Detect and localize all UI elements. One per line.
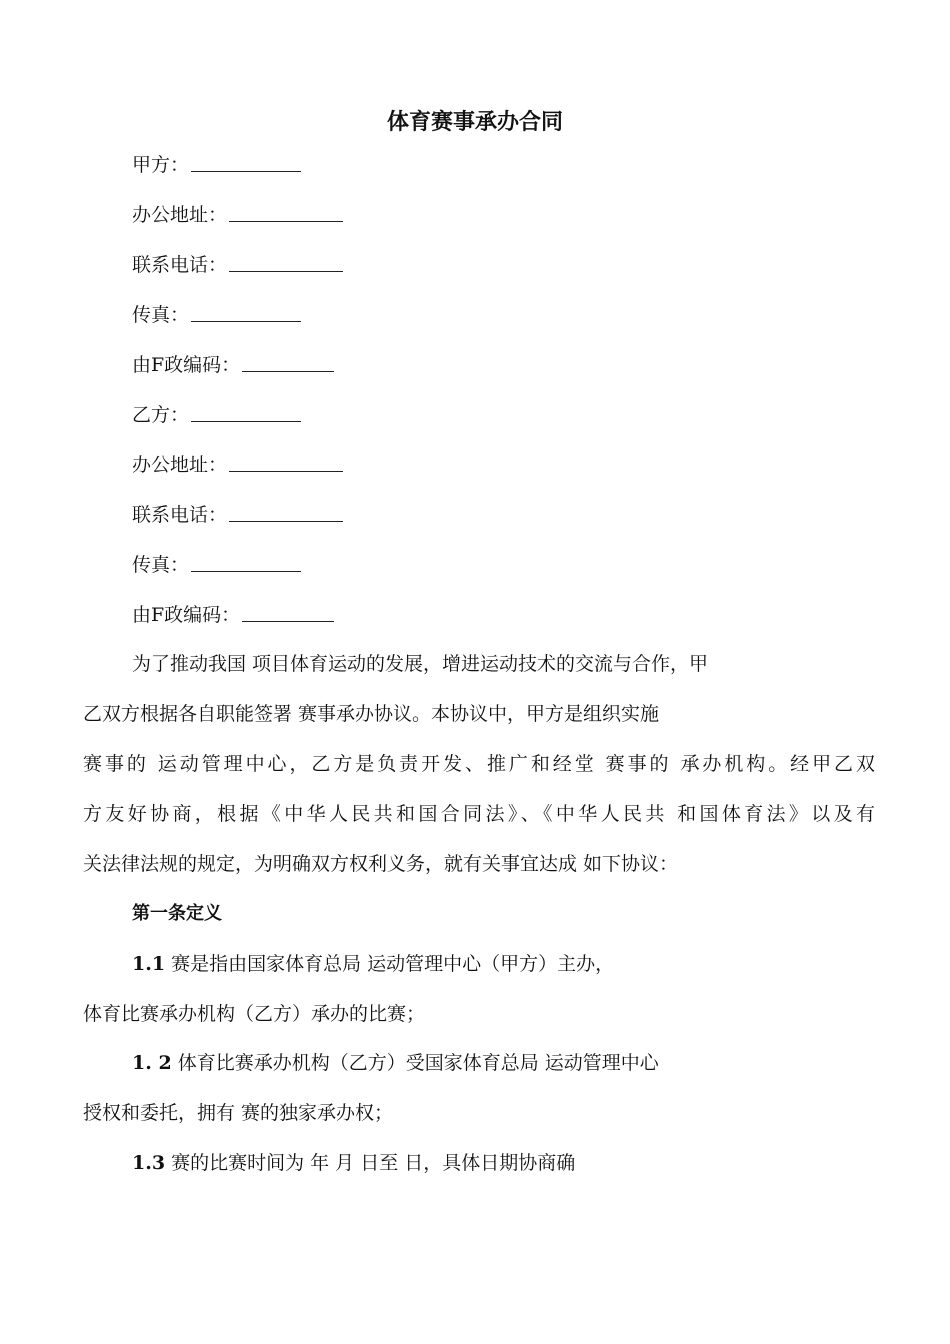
party-b-address-line (132, 451, 343, 479)
clause-1-2-number: 1. 2 (132, 1052, 172, 1074)
party-a-phone-line (132, 251, 343, 279)
clause-1-1-line (132, 950, 614, 978)
party-b-name-blank (191, 403, 301, 422)
clause-1-1-text: 赛是指由国家体育总局 运动管理中心（甲方）主办， (165, 953, 615, 975)
preamble-line: 方友好协商，根据《中华人民共和国合同法》、《中华人民共 和国体育法》以及有 (83, 803, 875, 825)
party-b-fax-blank (191, 553, 301, 572)
clause-1-1-continuation: 体育比赛承办机构（乙方）承办的比赛； (83, 1003, 426, 1025)
clause-1-2-text: 体育比赛承办机构（乙方）受国家体育总局 运动管理中心 (171, 1052, 659, 1074)
preamble-line: 关法律法规的规定，为明确双方权利义务，就有关事宜达成 如下协议： (83, 853, 679, 875)
party-a-name-blank (191, 153, 301, 172)
clause-1-1-number: 1.1 (132, 953, 166, 975)
document-title: 体育赛事承办合同 (386, 110, 563, 135)
party-b-fax-label: 传真： (132, 554, 190, 576)
party-a-address-label: 办公地址： (132, 204, 228, 226)
party-b-phone-line (132, 501, 343, 529)
party-a-fax-label: 传真： (132, 304, 190, 326)
party-a-phone-label: 联系电话： (132, 254, 228, 276)
party-a-phone-blank (229, 253, 343, 272)
clause-1-3-text: 赛的比赛时间为 年 月 日至 日，具体日期协商确 (165, 1152, 576, 1174)
party-b-phone-blank (229, 503, 343, 522)
party-a-postcode-blank (242, 353, 334, 372)
preamble-line: 为了推动我国 项目体育运动的发展，增进运动技术的交流与合作，甲 (132, 653, 709, 675)
preamble-line: 乙双方根据各自职能签署 赛事承办协议。本协议中，甲方是组织实施 (83, 703, 660, 725)
party-b-fax-line (132, 551, 301, 579)
party-a-postcode-label: 由F政编码： (132, 354, 241, 376)
party-b-name-line (132, 401, 301, 429)
article-1-heading: 第一条定义 (132, 903, 222, 924)
party-b-postcode-label: 由F政编码： (132, 604, 241, 626)
party-a-postcode-line (132, 351, 334, 379)
party-a-address-line (132, 201, 343, 229)
party-a-fax-blank (191, 303, 301, 322)
clause-1-3-line (132, 1149, 575, 1177)
clause-1-3-number: 1.3 (132, 1152, 166, 1174)
party-a-address-blank (229, 203, 343, 222)
party-a-fax-line (132, 301, 301, 329)
party-b-phone-label: 联系电话： (132, 504, 228, 526)
party-b-name-label: 乙方： (132, 404, 190, 426)
party-b-address-label: 办公地址： (132, 454, 228, 476)
clause-1-2-continuation: 授权和委托，拥有 赛的独家承办权； (83, 1102, 394, 1124)
party-b-address-blank (229, 453, 343, 472)
preamble-line: 赛事的 运动管理中心，乙方是负责开发、推广和经堂 赛事的 承办机构。经甲乙双 (83, 753, 875, 775)
party-b-postcode-line (132, 601, 334, 629)
clause-1-2-line (132, 1049, 659, 1077)
party-b-postcode-blank (242, 603, 334, 622)
party-a-name-label: 甲方： (132, 154, 190, 176)
party-a-name-line (132, 151, 301, 179)
